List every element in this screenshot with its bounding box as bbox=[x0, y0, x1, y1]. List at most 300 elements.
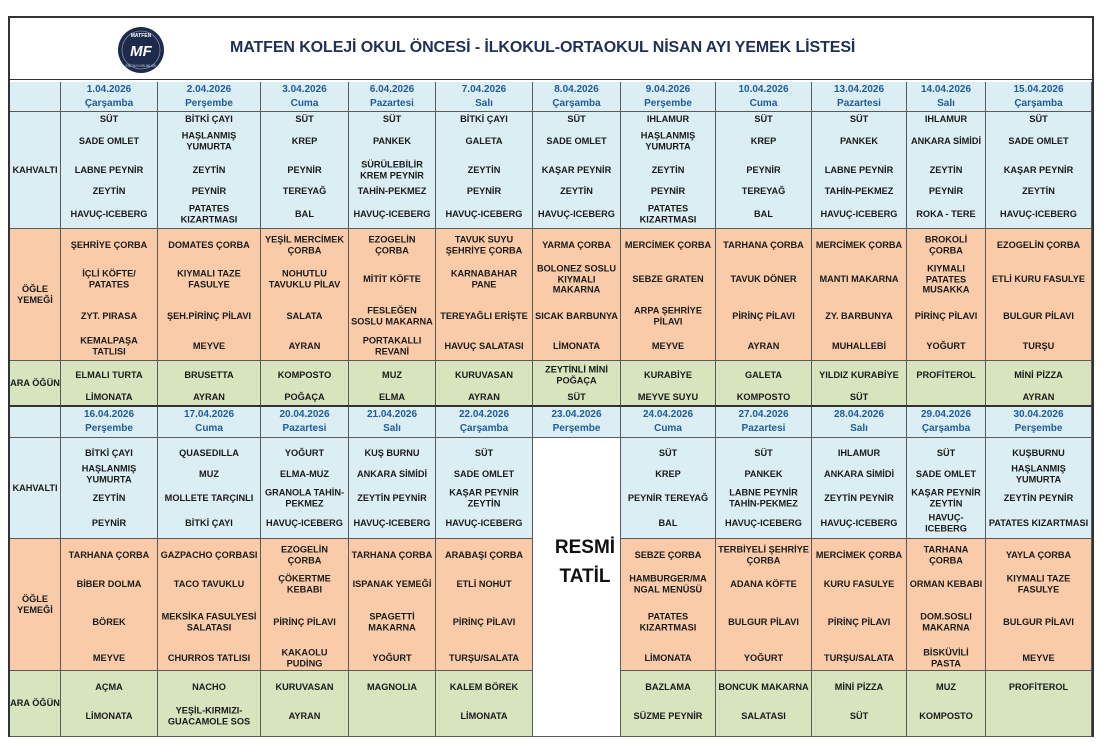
menu-item: ZEYTİN bbox=[92, 492, 126, 503]
ogle-cell bbox=[907, 229, 986, 361]
menu-item: SADE OMLET bbox=[546, 135, 607, 146]
menu-item: MUZ bbox=[199, 468, 219, 479]
menu-item: SÜT bbox=[99, 113, 119, 124]
day-header bbox=[621, 406, 716, 438]
menu-item: HAVUÇ-ICEBERG bbox=[820, 517, 898, 528]
ara-cell bbox=[621, 671, 716, 737]
menu-item: KIYMALI TAZE FASULYE bbox=[177, 268, 241, 289]
menu-item: MİTİT KÖFTE bbox=[363, 273, 421, 284]
menu-item: BİTKİ ÇAYI bbox=[85, 447, 133, 458]
day-header bbox=[716, 82, 812, 112]
day-name: Çarşamba bbox=[84, 97, 134, 109]
day-header bbox=[986, 82, 1092, 112]
kahvalti-cell bbox=[907, 438, 986, 539]
menu-item: TARHANA ÇORBA bbox=[351, 549, 433, 560]
menu-item: KAŞAR PEYNİR ZEYTİN bbox=[911, 487, 981, 508]
menu-item: ETLİ KURU FASULYE bbox=[991, 273, 1086, 284]
menu-item: SICAK BARBUNYA bbox=[535, 310, 618, 321]
menu-item: KAŞAR PEYNİR ZEYTİN bbox=[449, 487, 519, 508]
day-header bbox=[533, 406, 621, 438]
menu-item: AYRAN bbox=[193, 391, 225, 402]
menu-item: HAŞLANMIŞ YUMURTA bbox=[181, 130, 237, 151]
kahvalti-cell bbox=[716, 112, 812, 229]
menu-item: HAVUÇ-ICEBERG bbox=[266, 517, 343, 528]
day-header bbox=[907, 406, 986, 438]
kahvalti-cell bbox=[621, 438, 716, 539]
ogle-cell bbox=[436, 539, 533, 671]
ogle-cell bbox=[61, 539, 158, 671]
page-title: MATFEN KOLEJİ OKUL ÖNCESİ - İLKOKUL-ORTAOKUL NİSAN AYI YEMEK LİSTESİ bbox=[230, 39, 856, 56]
menu-item: MUZ bbox=[382, 369, 402, 380]
ogle-cell bbox=[716, 539, 812, 671]
menu-item: KURU FASULYE bbox=[823, 578, 895, 589]
svg-text:MATFEN: MATFEN bbox=[130, 33, 152, 39]
menu-item: CHURROS TATLISI bbox=[167, 652, 251, 663]
menu-item: LİMONATA bbox=[85, 710, 133, 721]
ara-cell bbox=[812, 361, 907, 406]
menu-item: TARHANA ÇORBA bbox=[68, 549, 150, 560]
menu-item: MUHALLEBİ bbox=[831, 340, 887, 351]
day-date: 27.04.2026 bbox=[738, 408, 789, 420]
menu-item: TURŞU bbox=[1022, 340, 1055, 351]
menu-item: ADANA KÖFTE bbox=[730, 578, 797, 589]
menu-item: SÜT bbox=[849, 710, 869, 721]
menu-item: GALETA bbox=[744, 369, 783, 380]
ara-cell bbox=[812, 671, 907, 737]
day-name: Perşembe bbox=[552, 422, 601, 434]
menu-item: SÜT bbox=[658, 447, 678, 458]
week-separator bbox=[10, 405, 1092, 407]
day-header bbox=[158, 82, 261, 112]
day-date: 7.04.2026 bbox=[461, 83, 507, 95]
menu-item: SALATA bbox=[286, 310, 323, 321]
day-header bbox=[812, 406, 907, 438]
day-name: Pazartesi bbox=[282, 422, 327, 434]
menu-item: PİRİNÇ PİLAVI bbox=[827, 616, 891, 627]
menu-item: KUŞ BURNU bbox=[364, 447, 420, 458]
menu-item: BİTKİ ÇAYI bbox=[460, 113, 508, 124]
menu-item: DOMATES ÇORBA bbox=[168, 239, 250, 250]
row-label-ara2: ARA ÖĞÜN bbox=[10, 671, 61, 737]
menu-item: BİBER DOLMA bbox=[76, 578, 142, 589]
day-name: Perşembe bbox=[644, 97, 692, 109]
ara-cell bbox=[533, 361, 621, 406]
day-date: 17.04.2026 bbox=[183, 408, 235, 420]
menu-item: TERBİYELİ ŞEHRİYE ÇORBA bbox=[718, 544, 809, 565]
day-date: 10.04.2026 bbox=[738, 83, 789, 95]
menu-item: ANKARA SİMİDİ bbox=[823, 468, 895, 479]
menu-item: MEYVE bbox=[192, 340, 226, 351]
ara-cell bbox=[61, 671, 158, 737]
ogle-cell bbox=[986, 539, 1092, 671]
menu-item: ZEYTİN bbox=[651, 164, 685, 175]
menu-item: PATATES KIZARTMASI bbox=[180, 203, 238, 224]
kahvalti-cell bbox=[158, 438, 261, 539]
menu-item: HAŞLANMIŞ YUMURTA bbox=[1011, 463, 1066, 484]
day-header bbox=[261, 406, 349, 438]
menu-item: TARHANA ÇORBA bbox=[923, 544, 969, 565]
menu-item: PEYNİR bbox=[466, 185, 502, 196]
row-label-ogle: ÖĞLE YEMEĞİ bbox=[10, 229, 61, 361]
menu-item: MOLLETE TARÇINLI bbox=[164, 492, 254, 503]
menu-item: TARHANA ÇORBA bbox=[723, 239, 804, 250]
svg-text:MF: MF bbox=[130, 43, 152, 60]
menu-item: KREP bbox=[655, 468, 681, 479]
holiday-note: RESMİ TATİL bbox=[554, 537, 616, 587]
menu-item: BAZLAMA bbox=[645, 681, 691, 692]
menu-item: AÇMA bbox=[95, 681, 123, 692]
kahvalti-cell bbox=[436, 112, 533, 229]
menu-item: BOLONEZ SOSLU KIYMALI MAKARNA bbox=[536, 263, 617, 295]
menu-item: AYRAN bbox=[468, 391, 500, 402]
day-date: 14.04.2026 bbox=[920, 83, 972, 95]
menu-item: HAVUÇ-ICEBERG bbox=[353, 517, 431, 528]
menu-item: PİRİNÇ PİLAVI bbox=[452, 616, 516, 627]
menu-item: MİNİ PİZZA bbox=[834, 681, 884, 692]
menu-item: TACO TAVUKLU bbox=[173, 578, 245, 589]
menu-item: SÜT bbox=[754, 447, 773, 458]
ara-cell bbox=[716, 671, 812, 737]
menu-item: POĞAÇA bbox=[284, 391, 325, 402]
menu-item: YILDIZ KURABİYE bbox=[819, 369, 899, 380]
menu-item: TURŞU/SALATA bbox=[823, 652, 895, 663]
menu-item: YOĞURT bbox=[284, 447, 325, 458]
day-name: Salı bbox=[850, 422, 868, 434]
day-name: Perşembe bbox=[85, 422, 133, 434]
menu-item: TEREYAĞ bbox=[282, 185, 327, 196]
menu-item: ZEYTİN bbox=[1022, 185, 1055, 196]
menu-item: PİRİNÇ PİLAVI bbox=[732, 310, 795, 321]
menu-item: NOHUTLU TAVUKLU PİLAV bbox=[268, 268, 341, 289]
menu-sheet bbox=[8, 16, 1094, 737]
menu-item: SÜT bbox=[474, 447, 494, 458]
menu-item: PATATES KIZARTMASI bbox=[639, 203, 697, 224]
menu-item: YOĞURT bbox=[372, 652, 412, 663]
menu-item: ZYT. PIRASA bbox=[80, 310, 138, 321]
menu-item: PİRİNÇ PİLAVI bbox=[914, 310, 978, 321]
day-header bbox=[61, 82, 158, 112]
day-name: Perşembe bbox=[185, 97, 233, 109]
menu-item: SADE OMLET bbox=[78, 135, 140, 146]
day-header bbox=[533, 82, 621, 112]
menu-item: HAVUÇ-ICEBERG bbox=[353, 208, 431, 219]
menu-item: MEKSİKA FASULYESİ SALATASI bbox=[161, 611, 257, 632]
ara-cell bbox=[261, 361, 349, 406]
menu-item: ANKARA SİMİDİ bbox=[910, 135, 982, 146]
menu-item: ZY. BARBUNYA bbox=[825, 310, 893, 321]
menu-item: MANTI MAKARNA bbox=[819, 273, 899, 284]
menu-item: ELMA bbox=[378, 391, 406, 402]
menu-item: GALETA bbox=[465, 135, 503, 146]
menu-item: PATATES KIZARTMASI bbox=[988, 517, 1089, 528]
menu-item: GRANOLA TAHİN-PEKMEZ bbox=[264, 487, 345, 508]
day-date: 22.04.2026 bbox=[458, 408, 510, 420]
day-name: Salı bbox=[937, 97, 955, 109]
kahvalti-cell bbox=[349, 438, 436, 539]
ogle-cell bbox=[621, 229, 716, 361]
day-date: 16.04.2026 bbox=[83, 408, 135, 420]
menu-item: PEYNİR bbox=[191, 185, 227, 196]
menu-item: EZOGELİN ÇORBA bbox=[281, 544, 328, 565]
day-date: 3.04.2026 bbox=[282, 83, 327, 95]
menu-item: ZEYTİN bbox=[92, 185, 126, 196]
menu-item: KURUVASAN bbox=[275, 681, 334, 692]
day-date: 29.04.2026 bbox=[920, 408, 972, 420]
menu-item: KUŞBURNU bbox=[1012, 447, 1065, 458]
menu-item: HAMBURGER/MA NGAL MENÜSÜ bbox=[629, 573, 707, 594]
ogle-cell bbox=[158, 539, 261, 671]
menu-item: BROKOLİ ÇORBA bbox=[924, 234, 968, 255]
menu-item: HAVUÇ-ICEBERG bbox=[925, 512, 967, 533]
menu-item: KAŞAR PEYNİR bbox=[541, 164, 612, 175]
menu-item: SEBZE ÇORBA bbox=[634, 549, 702, 560]
header bbox=[10, 18, 1092, 80]
day-name: Salı bbox=[383, 422, 401, 434]
day-date: 13.04.2026 bbox=[833, 83, 885, 95]
menu-item: HAVUÇ-ICEBERG bbox=[445, 208, 523, 219]
kahvalti-cell bbox=[533, 112, 621, 229]
school-logo bbox=[117, 26, 165, 79]
day-date: 24.04.2026 bbox=[642, 408, 694, 420]
menu-item: MEYVE bbox=[651, 340, 685, 351]
menu-item: BULGUR PİLAVI bbox=[1003, 616, 1074, 627]
ogle-cell bbox=[61, 229, 158, 361]
ogle-cell bbox=[812, 539, 907, 671]
menu-item: KURABİYE bbox=[644, 369, 692, 380]
menu-item: BAL bbox=[658, 517, 678, 528]
kahvalti-cell bbox=[261, 438, 349, 539]
menu-item: BİTKİ ÇAYI bbox=[185, 517, 233, 528]
menu-item: KURUVASAN bbox=[454, 369, 514, 380]
menu-item: HAVUÇ SALATASI bbox=[444, 340, 524, 351]
menu-item: SÜT bbox=[936, 447, 956, 458]
day-name: Cuma bbox=[290, 97, 319, 109]
menu-item: SÜRÜLEBİLİR KREM PEYNİR bbox=[360, 159, 424, 180]
ara-cell bbox=[261, 671, 349, 737]
menu-item: ZEYTİN PEYNİR bbox=[824, 492, 894, 503]
day-name: Çarşamba bbox=[552, 97, 601, 109]
menu-item: SÜT bbox=[295, 113, 314, 124]
menu-item: GAZPACHO ÇORBASI bbox=[160, 549, 258, 560]
menu-item: ORMAN KEBABI bbox=[909, 578, 983, 589]
menu-item: MİNİ PİZZA bbox=[1014, 369, 1063, 380]
menu-item: HAVUÇ-ICEBERG bbox=[820, 208, 898, 219]
ara-cell bbox=[986, 361, 1092, 406]
day-header bbox=[716, 406, 812, 438]
menu-item: IHLAMUR bbox=[646, 113, 690, 124]
ogle-cell bbox=[621, 539, 716, 671]
kahvalti-cell bbox=[986, 112, 1092, 229]
menu-item: SADE OMLET bbox=[915, 468, 977, 479]
day-date: 6.04.2026 bbox=[369, 83, 415, 95]
menu-item: ZEYTİN bbox=[192, 164, 226, 175]
menu-item: TAVUK SUYU ŞEHRİYE ÇORBA bbox=[445, 234, 523, 255]
kahvalti-cell bbox=[716, 438, 812, 539]
ara-cell bbox=[158, 361, 261, 406]
menu-item: LİMONATA bbox=[644, 652, 692, 663]
kahvalti-cell bbox=[812, 438, 907, 539]
menu-item: SÜT bbox=[849, 113, 869, 124]
menu-item: SÜT bbox=[567, 391, 586, 402]
kahvalti-cell bbox=[907, 112, 986, 229]
menu-item: EZOGELİN ÇORBA bbox=[368, 234, 416, 255]
menu-item: HAVUÇ-ICEBERG bbox=[1000, 208, 1077, 219]
menu-item: YARMA ÇORBA bbox=[542, 239, 611, 250]
row-label-ogle: ÖĞLE YEMEĞİ bbox=[10, 539, 61, 671]
menu-item: YAYLA ÇORBA bbox=[1005, 549, 1072, 560]
menu-item: LİMONATA bbox=[85, 391, 133, 402]
menu-item: PİRİNÇ PİLAVI bbox=[273, 616, 336, 627]
ogle-cell bbox=[716, 229, 812, 361]
day-header bbox=[986, 406, 1092, 438]
menu-item: MEYVE SUYU bbox=[637, 391, 699, 402]
menu-item: SADE OMLET bbox=[453, 468, 515, 479]
day-date: 20.04.2026 bbox=[279, 408, 330, 420]
menu-item: YEŞİL-KIRMIZI-GUACAMOLE SOS bbox=[167, 705, 251, 726]
menu-item: SÜT bbox=[382, 113, 402, 124]
kahvalti-cell bbox=[986, 438, 1092, 539]
menu-item: KREP bbox=[291, 135, 318, 146]
menu-item: PANKEK bbox=[372, 135, 412, 146]
corner-cell bbox=[10, 406, 61, 438]
day-name: Cuma bbox=[654, 422, 682, 434]
day-header bbox=[436, 406, 533, 438]
menu-item: ELMALI TURTA bbox=[75, 369, 143, 380]
corner-cell bbox=[10, 82, 61, 112]
menu-item: KALEM BÖREK bbox=[449, 681, 519, 692]
menu-item: YEŞİL MERCİMEK ÇORBA bbox=[265, 234, 344, 255]
ogle-cell bbox=[986, 229, 1092, 361]
menu-item: ZEYTİN PEYNİR bbox=[1003, 492, 1074, 503]
day-date: 8.04.2026 bbox=[554, 83, 599, 95]
menu-item: MEYVE bbox=[1022, 652, 1055, 663]
ara-cell bbox=[907, 361, 986, 406]
day-name: Çarşamba bbox=[459, 422, 509, 434]
menu-item: PANKEK bbox=[744, 468, 783, 479]
day-date: 2.04.2026 bbox=[186, 83, 232, 95]
menu-item: TAHİN-PEKMEZ bbox=[357, 185, 427, 196]
ara-cell bbox=[986, 671, 1092, 737]
menu-item: BRUSETTA bbox=[184, 369, 234, 380]
menu-item: ŞEH.PİRİNÇ PİLAVI bbox=[166, 310, 252, 321]
row-label-kahvalti: KAHVALTI bbox=[10, 112, 61, 229]
menu-item: KAŞAR PEYNİR bbox=[1003, 164, 1074, 175]
menu-item: LABNE PEYNİR bbox=[824, 164, 894, 175]
ogle-cell bbox=[349, 229, 436, 361]
menu-item: BULGUR PİLAVI bbox=[728, 616, 799, 627]
day-name: Cuma bbox=[195, 422, 223, 434]
day-date: 30.04.2026 bbox=[1013, 408, 1064, 420]
ogle-cell bbox=[158, 229, 261, 361]
menu-item: HAŞLANMIŞ YUMURTA bbox=[81, 463, 137, 484]
menu-item: EZOGELİN ÇORBA bbox=[996, 239, 1081, 250]
kahvalti-cell bbox=[621, 112, 716, 229]
menu-item: BİTKİ ÇAYI bbox=[185, 113, 233, 124]
menu-item: KAKAOLU PUDİNG bbox=[281, 647, 328, 668]
ogle-cell bbox=[349, 539, 436, 671]
menu-item: TAVUK DÖNER bbox=[730, 273, 797, 284]
day-header bbox=[907, 82, 986, 112]
kahvalti-cell bbox=[158, 112, 261, 229]
ara-cell bbox=[436, 361, 533, 406]
ara-cell bbox=[349, 671, 436, 737]
menu-item: ETLİ NOHUT bbox=[456, 578, 512, 589]
menu-item: KREP bbox=[750, 135, 777, 146]
ara-cell bbox=[61, 361, 158, 406]
ogle-cell bbox=[436, 229, 533, 361]
menu-item: PANKEK bbox=[839, 135, 879, 146]
day-header bbox=[349, 406, 436, 438]
menu-item: İÇLİ KÖFTE/ PATATES bbox=[82, 268, 136, 289]
menu-item: IHLAMUR bbox=[924, 113, 968, 124]
ogle-cell bbox=[907, 539, 986, 671]
day-header bbox=[621, 82, 716, 112]
day-date: 1.04.2026 bbox=[86, 83, 132, 95]
menu-item: LİMONATA bbox=[552, 340, 601, 351]
menu-item: ROKA - TERE bbox=[916, 208, 976, 219]
day-date: 9.04.2026 bbox=[645, 83, 691, 95]
menu-item: KOMPOSTO bbox=[919, 710, 973, 721]
day-header bbox=[349, 82, 436, 112]
menu-item: MERCİMEK ÇORBA bbox=[624, 239, 712, 250]
menu-item: DOM.SOSLI MAKARNA bbox=[920, 611, 972, 632]
day-name: Pazartesi bbox=[741, 422, 786, 434]
ogle-cell bbox=[812, 229, 907, 361]
ara-cell bbox=[349, 361, 436, 406]
day-date: 28.04.2026 bbox=[833, 408, 885, 420]
menu-item: TEREYAĞLI ERİŞTE bbox=[440, 310, 528, 321]
menu-item: ZEYTİN PEYNİR bbox=[357, 492, 427, 503]
menu-item: BAL bbox=[295, 208, 314, 219]
ogle-cell bbox=[261, 229, 349, 361]
menu-item: AYRAN bbox=[288, 340, 321, 351]
menu-item: ISPANAK YEMEĞİ bbox=[352, 578, 432, 589]
day-name: Çarşamba bbox=[921, 422, 971, 434]
menu-item: TURŞU/SALATA bbox=[448, 652, 520, 663]
menu-item: SADE OMLET bbox=[1008, 135, 1069, 146]
menu-item: TEREYAĞ bbox=[741, 185, 786, 196]
menu-item: HAVUÇ-ICEBERG bbox=[538, 208, 615, 219]
svg-text:EĞİTİM KURUMLARI: EĞİTİM KURUMLARI bbox=[125, 64, 157, 68]
kahvalti-cell bbox=[349, 112, 436, 229]
menu-item: AYRAN bbox=[288, 710, 321, 721]
menu-item: PEYNİR TEREYAĞ bbox=[627, 492, 709, 503]
menu-item: QUASEDILLA bbox=[179, 447, 239, 458]
kahvalti-cell bbox=[261, 112, 349, 229]
menu-item: PEYNİR bbox=[928, 185, 964, 196]
menu-item: LİMONATA bbox=[460, 710, 508, 721]
menu-item: ZEYTİN bbox=[929, 164, 963, 175]
menu-item: KOMPOSTO bbox=[736, 391, 791, 402]
menu-item: BÖREK bbox=[92, 616, 126, 627]
menu-item: HAŞLANMIŞ YUMURTA bbox=[640, 130, 696, 151]
row-label-kahvalti: KAHVALTI bbox=[10, 438, 61, 539]
menu-item: PEYNİR bbox=[746, 164, 781, 175]
menu-item: IHLAMUR bbox=[837, 447, 881, 458]
day-header bbox=[61, 406, 158, 438]
menu-item: ARPA ŞEHRİYE PİLAVI bbox=[634, 305, 702, 326]
ara-cell bbox=[716, 361, 812, 406]
menu-item: AYRAN bbox=[1022, 391, 1055, 402]
menu-item: FESLEĞEN SOSLU MAKARNA bbox=[351, 305, 433, 326]
day-name: Pazartesi bbox=[370, 97, 414, 109]
menu-item: KIYMALI PATATES MUSAKKA bbox=[922, 263, 970, 295]
kahvalti-cell bbox=[61, 438, 158, 539]
menu-item: PEYNİR bbox=[650, 185, 686, 196]
menu-item: SÜZME PEYNİR bbox=[633, 710, 703, 721]
day-header bbox=[261, 82, 349, 112]
menu-item: BİSKÜVİLİ PASTA bbox=[923, 647, 969, 668]
